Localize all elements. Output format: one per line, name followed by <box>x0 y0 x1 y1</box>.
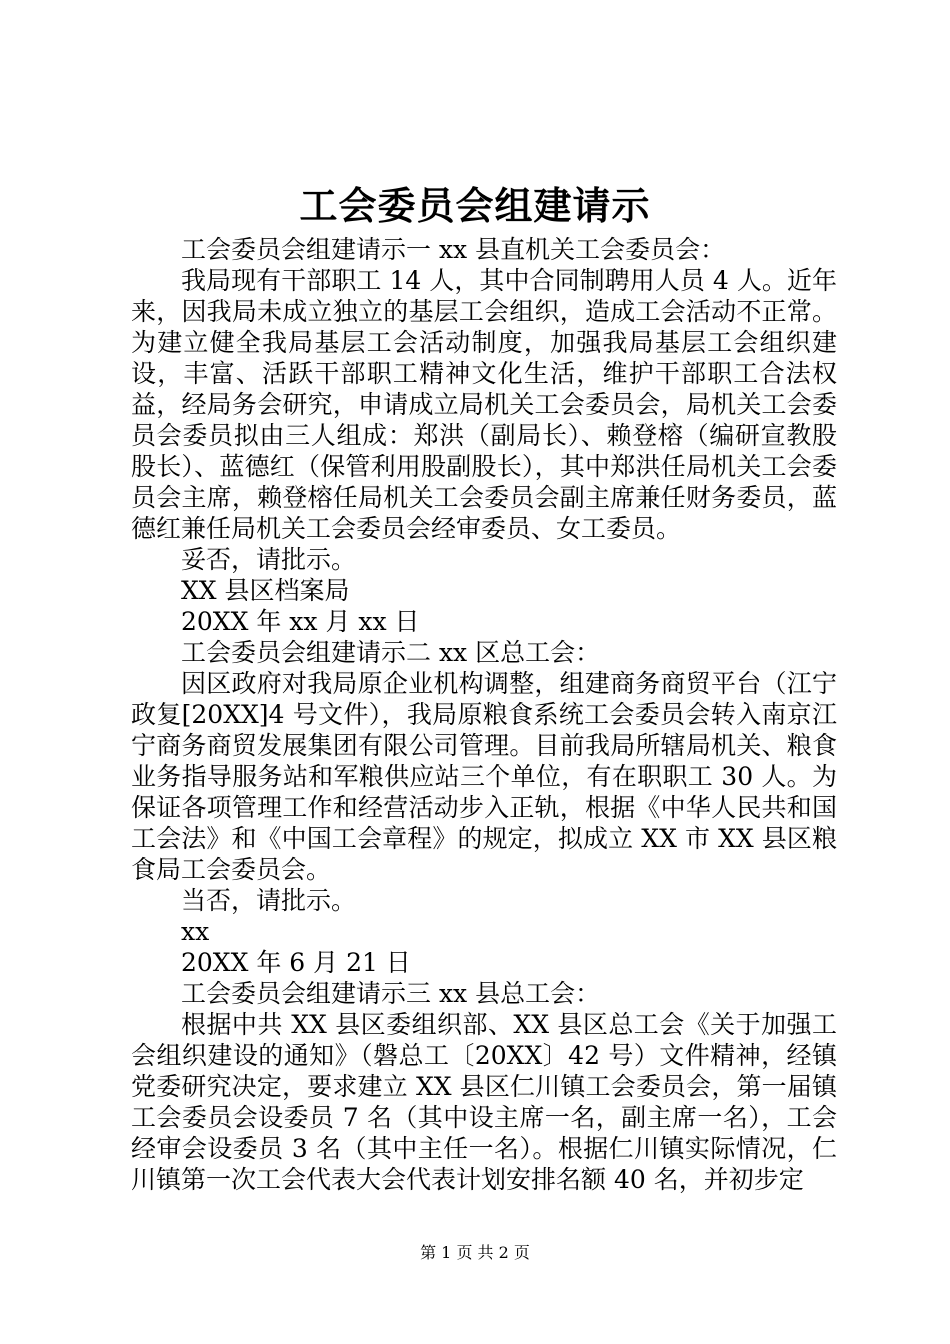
paragraph-request-1-closing: 妥否，请批示。 <box>181 545 357 574</box>
paragraph-request-3-body: 根据中共 XX 县区委组织部、XX 县区总工会《关于加强工会组织建设的通知》（磐总工〔20XX〕42 号）文件精神，经镇党委研究决定，要求建立 XX 县区仁川镇工会委员会，第一届镇工会委员会设委员 7 名（其中设主席一名，副主席一名），工会经审会设委员 3 名（其中主任一名）。根据仁川镇实际情况，仁川镇第一次工会代表大会代表计划安排名额 40 名，并初步定 <box>131 1010 837 1194</box>
paragraph-request-2-date: 20XX 年 6 月 21 日 <box>181 948 411 977</box>
document-title: 工会委员会组建请示 <box>299 183 651 228</box>
paragraph-request-1-heading: 工会委员会组建请示一 xx 县直机关工会委员会： <box>181 235 726 264</box>
paragraph-request-3-heading: 工会委员会组建请示三 xx 县总工会： <box>181 979 601 1008</box>
paragraph-request-1-body: 我局现有干部职工 14 人，其中合同制聘用人员 4 人。近年来，因我局未成立独立的基层工会组织，造成工会活动不正常。为建立健全我局基层工会活动制度，加强我局基层工会组织建设，丰富、活跃干部职工精神文化生活，维护干部职工合法权益，经局务会研究，申请成立局机关工会委员会，局机关工会委员会委员拟由三人组成：郑洪（副局长）、赖登榕（编研宣教股股长）、蓝德红（保管利用股副股长），其中郑洪任局机关工会委员会主席，赖登榕任局机关工会委员会副主席兼任财务委员，蓝德红兼任局机关工会委员会经审委员、女工委员。 <box>131 266 837 543</box>
paragraph-request-1-date: 20XX 年 xx 月 xx 日 <box>181 607 420 636</box>
paragraph-request-2-signature: xx <box>181 917 210 946</box>
document-body <box>131 234 837 1195</box>
page-footer: 第 1 页 共 2 页 <box>420 1243 530 1262</box>
paragraph-request-2-body: 因区政府对我局原企业机构调整，组建商务商贸平台（江宁政复[20XX]4 号文件），我局原粮食系统工会委员会转入南京江宁商务商贸发展集团有限公司管理。目前我局所辖局机关、粮食业务指导服务站和军粮供应站三个单位，有在职职工 30 人。为保证各项管理工作和经营活动步入正轨，根据《中华人民共和国工会法》和《中国工会章程》的规定，拟成立 XX 市 XX 县区粮食局工会委员会。 <box>131 669 837 884</box>
paragraph-request-2-heading: 工会委员会组建请示二 xx 区总工会： <box>181 638 601 667</box>
paragraph-request-2-closing: 当否，请批示。 <box>181 886 357 915</box>
paragraph-request-1-signature: XX 县区档案局 <box>181 576 350 605</box>
